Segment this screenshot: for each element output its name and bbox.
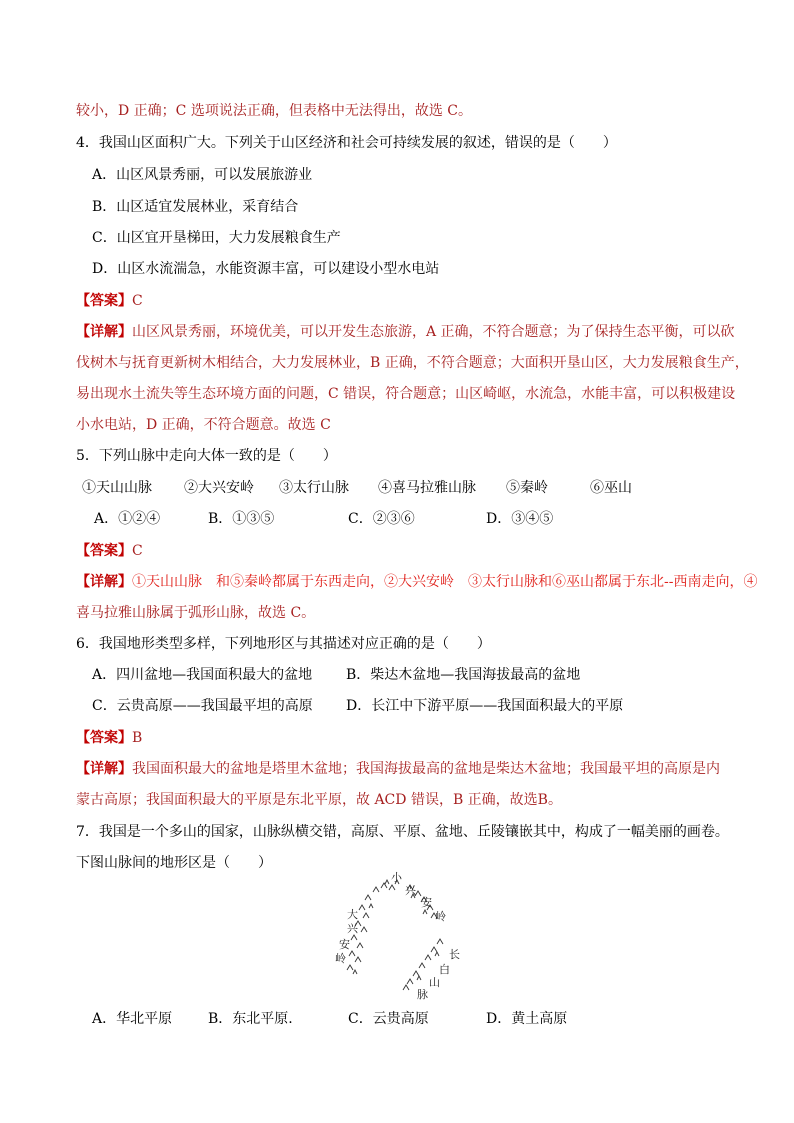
q4-option-d: D．山区水流湍急，水能资源丰富，可以建设小型水电站 bbox=[92, 261, 440, 277]
q6-option-d: D．长江中下游平原——我国面积最大的平原 bbox=[346, 698, 624, 714]
question-6-stem: 6．我国地形类型多样，下列地形区与其描述对应正确的是（ ） bbox=[76, 636, 491, 652]
answer-label: 【答案】 bbox=[76, 730, 132, 746]
q5-item: ②大兴安岭 bbox=[184, 480, 254, 496]
detail-text: 山区风景秀丽，环境优美，可以开发生态旅游，A 正确，不符合题意；为了保持生态平衡，可以砍 bbox=[132, 324, 735, 340]
detail-label: 【详解】 bbox=[76, 761, 132, 777]
answer-value: B bbox=[132, 730, 143, 746]
q6-option-b: B．柴达木盆地—我国海拔最高的盆地 bbox=[346, 667, 581, 683]
q5-option-c: C．②③⑥ bbox=[348, 511, 415, 527]
detail-label: 【详解】 bbox=[76, 324, 132, 340]
label-mai: 脉 bbox=[417, 988, 428, 1000]
q4-option-c: C．山区宜开垦梯田，大力发展粮食生产 bbox=[92, 230, 341, 246]
label-xiao: 小 bbox=[391, 871, 402, 884]
label-da: 大 bbox=[347, 908, 358, 921]
q4-answer bbox=[76, 291, 756, 311]
q5-item: ⑥巫山 bbox=[590, 480, 632, 496]
q7-option-d: D．黄土高原 bbox=[486, 1011, 568, 1027]
label-an: 安 bbox=[421, 896, 432, 909]
label-ling2: 岭 bbox=[335, 952, 346, 965]
label-xing2: 兴 bbox=[347, 922, 358, 935]
q4-option-a: A．山区风景秀丽，可以发展旅游业 bbox=[92, 167, 313, 183]
previous-answer-tail: 较小，D 正确；C 选项说法正确，但表格中无法得出，故选 C。 bbox=[76, 103, 472, 119]
label-ling: 岭 bbox=[435, 910, 446, 923]
q5-item: ①天山山脉 bbox=[82, 480, 152, 496]
q5-detail-line-1 bbox=[76, 572, 756, 592]
q7-option-b: B．东北平原. bbox=[208, 1011, 293, 1027]
answer-value: C bbox=[132, 293, 143, 309]
answer-value: C bbox=[132, 543, 143, 559]
question-5-stem: 5．下列山脉中走向大体一致的是（ ） bbox=[76, 448, 337, 464]
question-7-stem-line-2: 下图山脉间的地形区是（ ） bbox=[76, 855, 272, 871]
q4-detail-line-4: 小水电站，D 正确，不符合题意。故选 C bbox=[76, 417, 331, 433]
q6-option-c: C．云贵高原——我国最平坦的高原 bbox=[92, 698, 313, 714]
answer-label: 【答案】 bbox=[76, 293, 132, 309]
detail-text: 我国面积最大的盆地是塔里木盆地；我国海拔最高的盆地是柴达木盆地；我国最平坦的高原是内 bbox=[132, 761, 720, 777]
q5-item: ④喜马拉雅山脉 bbox=[378, 480, 476, 496]
q6-detail-line-2: 蒙古高原；我国面积最大的平原是东北平原，故 ACD 错误，B 正确，故选B。 bbox=[76, 792, 562, 808]
detail-label: 【详解】 bbox=[76, 574, 132, 590]
label-shan: 山 bbox=[429, 976, 440, 989]
question-4-stem: 4．我国山区面积广大。下列关于山区经济和社会可持续发展的叙述，错误的是（ ） bbox=[76, 135, 617, 151]
q6-option-a: A．四川盆地—我国面积最大的盆地 bbox=[92, 667, 313, 683]
answer-label: 【答案】 bbox=[76, 543, 132, 559]
question-7-stem-line-1: 7．我国是一个多山的国家，山脉纵横交错，高原、平原、盆地、丘陵镶嵌其中，构成了一幅美丽的画卷。 bbox=[76, 824, 729, 840]
q4-option-b: B．山区适宜发展林业，采育结合 bbox=[92, 199, 299, 215]
q6-answer bbox=[76, 728, 756, 748]
label-xing: 兴 bbox=[405, 884, 416, 897]
label-an2: 安 bbox=[339, 938, 350, 951]
detail-text: ①天山山脉 和⑤秦岭都属于东西走向，②大兴安岭 ③太行山脉和⑥巫山都属于东北--西南走向，④ bbox=[132, 574, 758, 590]
q5-option-a: A．①②④ bbox=[94, 511, 161, 527]
q5-item: ③太行山脉 bbox=[279, 480, 349, 496]
q4-detail-line-3: 易出现水土流失等生态环境方面的问题，C 错误，符合题意；山区崎岖，水流急，水能丰富，可以积极建设 bbox=[76, 386, 736, 402]
q5-option-d: D．③④⑤ bbox=[486, 511, 554, 527]
q4-detail-line-2: 伐树木与抚育更新树木相结合，大力发展林业，B 正确，不符合题意；大面积开垦山区，大力发展粮食生产， bbox=[76, 355, 749, 371]
q5-answer bbox=[76, 541, 756, 561]
label-bai: 白 bbox=[439, 963, 450, 976]
q5-item: ⑤秦岭 bbox=[506, 480, 548, 496]
q7-option-c: C．云贵高原 bbox=[348, 1011, 429, 1027]
label-chang: 长 bbox=[449, 948, 460, 961]
mountain-range-figure bbox=[325, 870, 475, 1000]
q7-option-a: A．华北平原 bbox=[92, 1011, 173, 1027]
q4-detail-line-1 bbox=[76, 322, 756, 342]
q5-option-b: B．①③⑤ bbox=[208, 511, 275, 527]
q5-detail-line-2: 喜马拉雅山脉属于弧形山脉，故选 C。 bbox=[76, 605, 316, 621]
q6-detail-line-1 bbox=[76, 759, 756, 779]
